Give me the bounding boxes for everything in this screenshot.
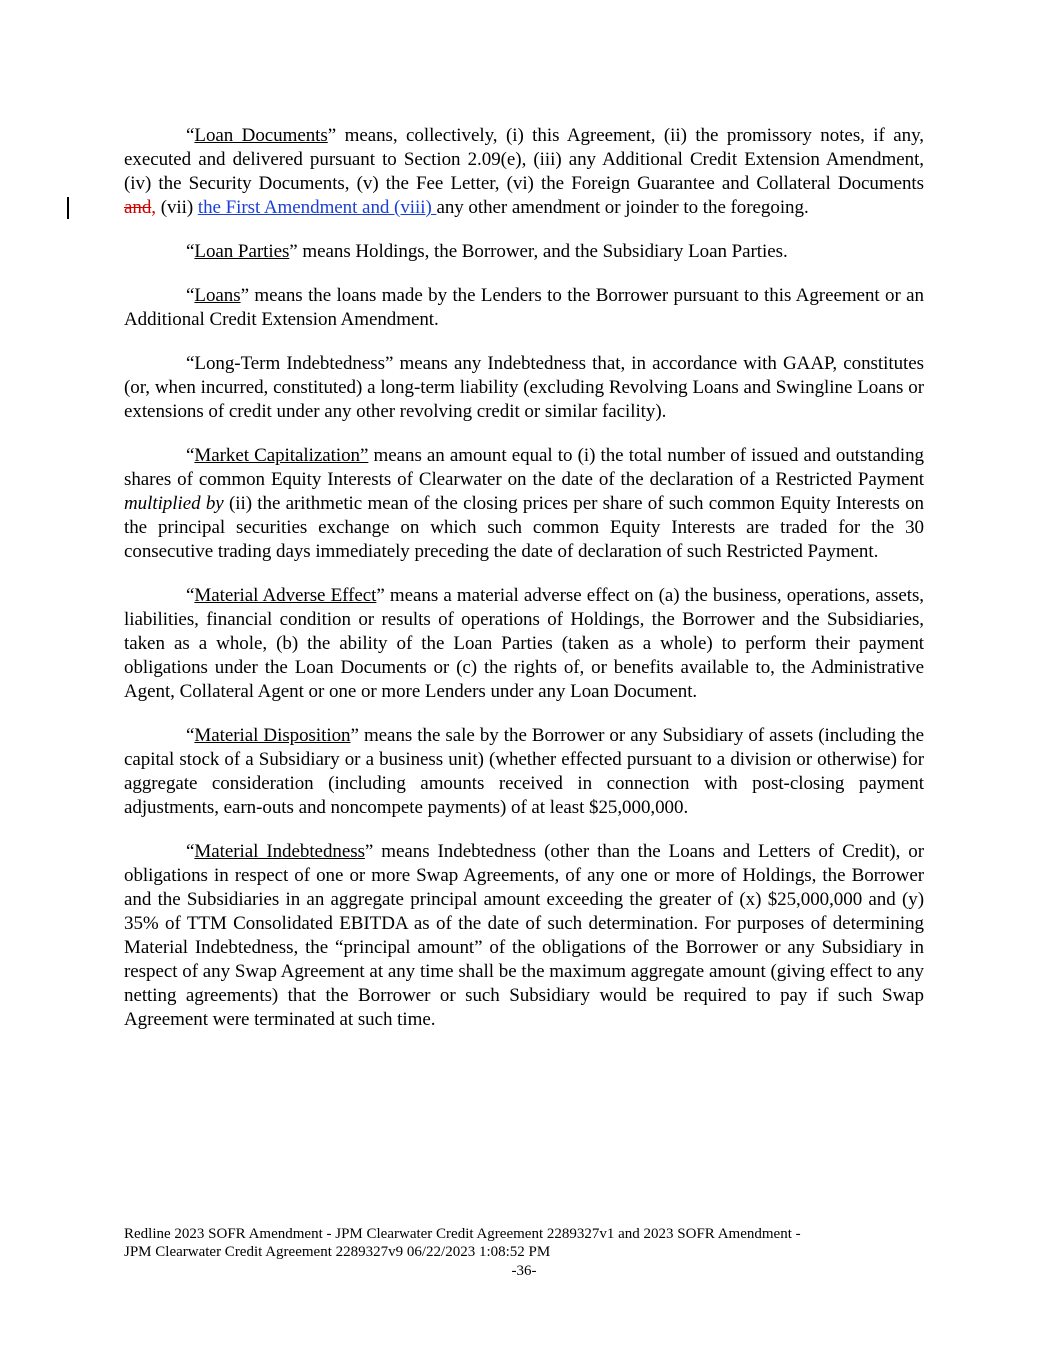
definition-text: means an amount equal to (i) the total number of issued and outstanding shares of common Equity Interests of Clearwater on the date of the declaration of a Restricted Payment — [124, 445, 924, 490]
definition-loan-documents — [124, 124, 924, 220]
page-number: -36- — [511, 1263, 537, 1279]
defined-term: Material Adverse Effect — [194, 585, 377, 606]
definition-material-indebtedness — [124, 840, 924, 1032]
defined-term: Loan Parties — [194, 241, 290, 262]
definition-text: ” means, collectively, (i) this Agreement, (ii) the promissory notes, if any, executed and delivered pursuant to Section 2.09(e), (iii) any Additional Credit Extension Amendment, (iv) the Security Documents, (v) the Fee Letter, (vi) the Foreign Guarantee and Collateral Documents — [124, 125, 924, 194]
open-quote: “ — [186, 841, 195, 862]
open-quote: “ — [186, 585, 195, 606]
page-footer — [124, 1225, 924, 1281]
open-quote: “ — [186, 445, 195, 466]
definition-text: ” means the sale by the Borrower or any Subsidiary of assets (including the capital stock of a Subsidiary or a business unit) (whether effected pursuant to a division or otherwise) for aggregate consideration (including amounts received in connection with post-closing payment adjustments, earn-outs and noncompete payments) of at least $25,000,000. — [124, 725, 925, 818]
defined-term: Loans — [194, 285, 241, 306]
definition-text: ” means the loans made by the Lenders to the Borrower pursuant to this Agreement or an Additional Credit Extension Amendment. — [124, 285, 924, 330]
footer-line: JPM Clearwater Credit Agreement 2289327v9 06/22/2023 1:08:52 PM — [124, 1244, 551, 1260]
open-quote: “ — [186, 241, 195, 262]
definition-text: any other amendment or joinder to the foregoing. — [436, 197, 809, 218]
definition-loan-parties — [124, 240, 924, 264]
defined-term: Market Capitalization” — [194, 445, 369, 466]
definition-text: ” means Indebtedness (other than the Loans and Letters of Credit), or obligations in respect of one or more Swap Agreements, of any one or more of Holdings, the Borrower and the Subsidiaries in an aggregate principal amount exceeding the greater of (x) $25,000,000 and (y) 35% of TTM Consolidated EBITDA as of the date of such determination. For purposes of determining Material Indebtedness, the “principal amount” of the obligations of the Borrower or any Subsidiary in respect of any Swap Agreement at any time shall be the maximum aggregate amount (giving effect to any netting agreements) that the Borrower or such Subsidiary would be required to pay if such Swap Agreement were terminated at such time. — [124, 841, 924, 1030]
open-quote: “ — [186, 125, 195, 146]
defined-term: Loan Documents — [194, 125, 328, 146]
deleted-text: and — [124, 197, 152, 218]
definition-market-capitalization — [124, 444, 924, 564]
italic-text: multiplied by — [124, 493, 224, 514]
definition-material-adverse-effect — [124, 584, 924, 704]
change-bar — [67, 197, 69, 219]
inserted-text-blue: the First Amendment and (viii) — [197, 197, 437, 218]
definition-text: ” means a material adverse effect on (a) the business, operations, assets, liabilities, financial condition or results of operations of Holdings, the Borrower and the Subsidiaries, taken as a whole, (b) the ability of the Loan Parties (taken as a whole) to perform their payment obligations under the Loan Documents or (c) the rights of, or benefits available to, the Administrative Agent, Collateral Agent or one or more Lenders under any Loan Document. — [124, 585, 924, 702]
definition-text: (vii) — [156, 197, 198, 218]
defined-term: Material Indebtedness — [194, 841, 365, 862]
definition-loans — [124, 284, 924, 332]
document-body — [124, 124, 924, 1052]
definition-text: ” means Holdings, the Borrower, and the Subsidiary Loan Parties. — [289, 241, 788, 262]
open-quote: “ — [186, 725, 195, 746]
defined-term: Material Disposition — [194, 725, 351, 746]
inserted-text: , — [151, 197, 156, 218]
footer-line: Redline 2023 SOFR Amendment - JPM Clearwater Credit Agreement 2289327v1 and 2023 SOFR Amendment - — [124, 1226, 801, 1242]
definition-material-disposition — [124, 724, 924, 820]
definition-long-term-indebtedness: “Long-Term Indebtedness” means any Indebtedness that, in accordance with GAAP, constitutes (or, when incurred, constituted) a long-term liability (excluding Revolving Loans and Swingline Loans or extensions of credit under any other revolving credit or similar facility). — [124, 353, 924, 422]
definition-text: (ii) the arithmetic mean of the closing prices per share of such common Equity Interests on the principal securities exchange on which such common Equity Interests are traded for the 30 consecutive trading days immediately preceding the date of declaration of such Restricted Payment. — [124, 493, 924, 562]
open-quote: “ — [186, 285, 195, 306]
